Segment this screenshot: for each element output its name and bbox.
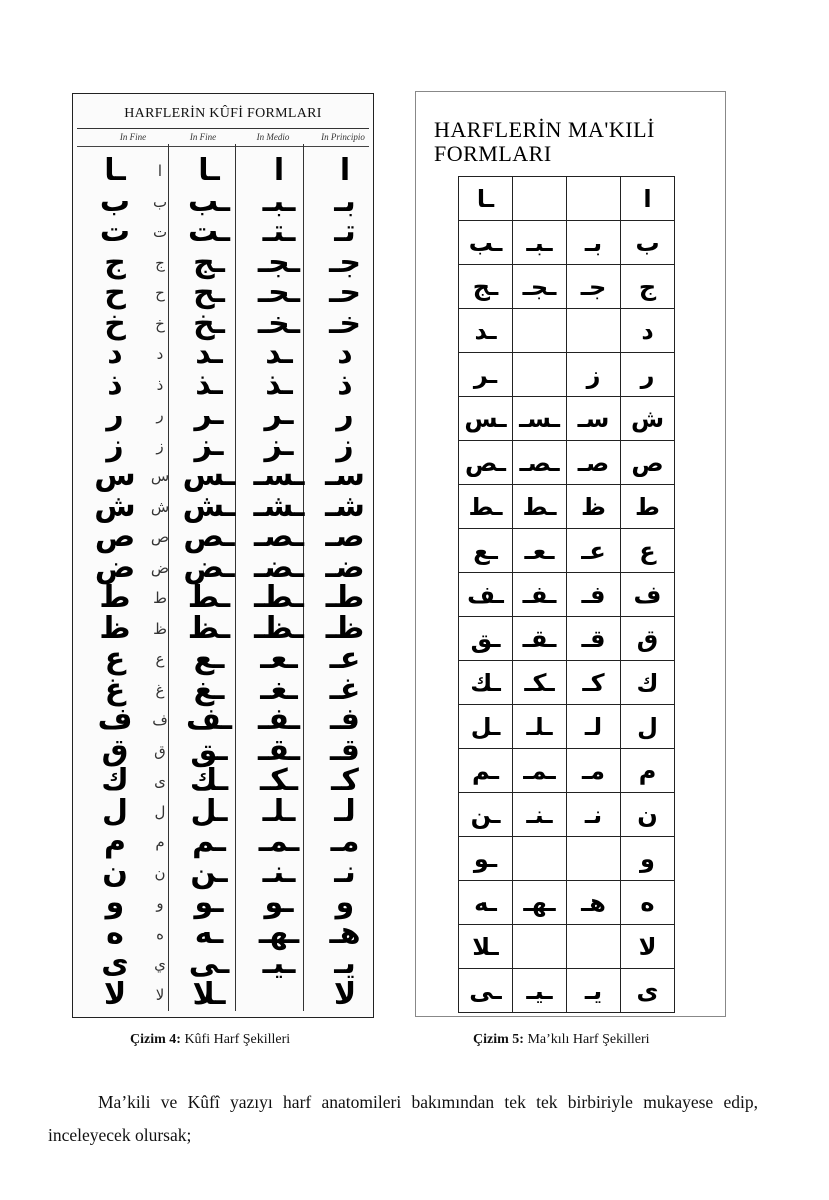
makili-grid-cell: ا [621,177,675,221]
makili-grid-cell: فـ [567,573,621,617]
makili-grid-cell: قـ [567,617,621,661]
kufi-glyph: لـ [334,793,356,829]
kufi-glyph: ـج [193,244,225,280]
kufi-glyph: ذ [107,366,123,402]
figure-5-caption [473,1032,650,1048]
makili-grid-cell: ز [567,353,621,397]
kufi-glyph: ـطـ [254,580,304,615]
makili-grid-cell: ـه [459,881,513,925]
kufi-glyph: ـح [193,275,225,310]
kufi-glyph: ـن [190,854,228,890]
kufi-reference-letter: م [155,833,165,851]
makili-grid-cell: ـلـ [513,705,567,749]
kufi-glyph: ـت [187,214,230,249]
kufi-glyph: ـفـ [257,702,301,737]
kufi-glyph: غـ [329,671,361,707]
kufi-row [79,398,369,432]
kufi-glyph: ـر [264,397,294,432]
kufi-glyph: ـلا [192,976,226,1012]
kufi-glyph: فـ [330,702,360,737]
kufi-glyph: طـ [325,580,365,615]
kufi-glyph: و [335,885,355,920]
kufi-forms-figure [72,93,374,1018]
kufi-glyph: ظ [99,610,131,646]
kufi-glyph: ا [273,153,285,188]
kufi-glyph: ـل [190,793,228,829]
kufi-glyph: شـ [325,488,365,524]
kufi-reference-letter: و [156,894,164,912]
makili-grid-cell: ـصـ [513,441,567,485]
makili-grid-cell: ش [621,397,675,441]
kufi-glyph: ـصـ [253,519,305,554]
kufi-colhead-2: In Fine [189,132,217,142]
kufi-glyph: ـيـ [262,946,296,981]
kufi-glyph: ـع [193,641,225,676]
makili-grid-cell [513,925,567,969]
kufi-glyph: ـز [264,427,294,463]
kufi-glyph: ـغـ [260,671,298,707]
makili-grid-cell: ـبـ [513,221,567,265]
kufi-glyph: قـ [330,732,360,768]
kufi-reference-letter: ص [150,528,170,546]
kufi-reference-letter: ع [155,650,165,668]
kufi-glyph: ـحـ [257,275,301,310]
makili-grid-cell: ص [621,441,675,485]
kufi-row [79,764,369,798]
makili-grid-cell [567,309,621,353]
kufi-glyph: غ [104,671,126,707]
makili-grid-cell: ق [621,617,675,661]
kufi-reference-letter: ل [154,802,166,821]
kufi-reference-letter: ش [150,497,170,516]
kufi-reference-letter: ف [152,711,168,729]
makili-title-line1: HARFLERİN MA'KILİ [434,117,655,142]
kufi-glyph: ـق [190,732,228,768]
kufi-glyph: ـنـ [262,854,296,890]
makili-forms-figure [415,91,726,1017]
makili-grid-cell: ل [621,705,675,749]
makili-grid-cell [567,837,621,881]
kufi-glyph: ـص [183,519,235,554]
kufi-glyph: ـذ [195,366,223,402]
kufi-reference-letter: ح [155,284,165,302]
kufi-glyph: ـم [192,824,226,859]
makili-grid-cell: ـا [459,177,513,221]
kufi-reference-letter: ق [154,741,166,760]
kufi-glyph: ـشـ [253,488,305,524]
makili-grid-cell: ـف [459,573,513,617]
kufi-glyph: بـ [334,183,356,219]
makili-grid-cell: سـ [567,397,621,441]
kufi-glyph: ف [97,702,133,737]
kufi-reference-letter: ت [152,223,168,241]
makili-grid-cell [513,177,567,221]
kufi-figure-title: HARFLERİN KÛFİ FORMLARI [124,106,322,121]
kufi-glyph: ت [99,214,131,249]
kufi-glyph: ن [102,854,128,890]
kufi-glyph: ز [336,427,354,463]
kufi-glyph: ل [101,793,129,829]
makili-grid-cell: كـ [567,661,621,705]
figure-4-caption [130,1032,290,1048]
kufi-glyph: ش [94,488,136,524]
kufi-glyph: ص [94,519,136,554]
kufi-row [79,825,369,859]
kufi-header-rule [77,146,369,147]
makili-grid-cell: م [621,749,675,793]
kufi-reference-letter: ز [156,436,164,455]
kufi-reference-letter: ر [156,406,164,424]
makili-grid-cell: ـنـ [513,793,567,837]
kufi-glyph: لا [333,976,357,1012]
kufi-title-rule [77,128,369,129]
makili-grid-cell: ـفـ [513,573,567,617]
kufi-glyph: ـعـ [260,641,298,676]
makili-grid-cell: ـلا [459,925,513,969]
kufi-glyph: ا [339,153,351,188]
makili-grid-cell: ـط [459,485,513,529]
makili-grid-cell: ـص [459,441,513,485]
makili-grid-cell: ـى [459,969,513,1013]
kufi-colhead-1: In Fine [119,132,147,142]
kufi-reference-letter: ا [157,162,163,180]
kufi-glyph: ضـ [325,549,365,585]
makili-grid-cell: ه [621,881,675,925]
kufi-glyph: ـذ [265,366,293,402]
makili-grid-cell: د [621,309,675,353]
kufi-glyph: ـب [187,183,230,219]
kufi-glyph: ـمـ [258,824,300,859]
kufi-glyph: ـر [194,397,224,432]
kufi-reference-letter: ى [154,772,166,790]
kufi-glyph: ظـ [325,610,365,646]
makili-grid-cell: ـيـ [513,969,567,1013]
kufi-glyph: تـ [334,214,356,249]
kufi-reference-letter: ي [154,955,166,973]
kufi-glyph: ـى [188,946,230,981]
makili-grid-cell: جـ [567,265,621,309]
kufi-row [79,581,369,615]
kufi-glyph: ه [106,915,124,951]
kufi-glyph: ب [99,183,131,219]
makili-grid-cell: ر [621,353,675,397]
makili-grid-cell [567,177,621,221]
body-paragraph: Ma’kili ve Kûfî yazıyı harf anatomileri bakımından tek tek birbiriyle mukayese edip, inceleyecek olursak; [48,1092,758,1145]
makili-grid-cell: لـ [567,705,621,749]
makili-grid-cell: ظ [567,485,621,529]
makili-grid-cell: ـمـ [513,749,567,793]
kufi-row [79,978,369,1012]
kufi-reference-letter: ط [153,589,167,607]
makili-grid-cell: ط [621,485,675,529]
makili-grid-cell: ـط [513,485,567,529]
makili-grid-cell: ى [621,969,675,1013]
kufi-glyph: ـهـ [258,915,300,951]
kufi-glyph: ذ [337,366,353,402]
makili-grid-cell: عـ [567,529,621,573]
makili-grid-cell: ـد [459,309,513,353]
figure-4-text: Kûfi Harf Şekilleri [184,1032,291,1047]
kufi-glyph: ـتـ [262,214,296,249]
kufi-glyph: ـه [194,915,224,951]
figure-5-text: Ma’kılı Harf Şekilleri [527,1032,650,1047]
makili-grid-cell: ـل [459,705,513,749]
kufi-glyph: ـو [264,885,294,920]
kufi-glyph: ـخـ [257,305,301,341]
kufi-reference-letter: ه [156,924,164,943]
kufi-reference-letter: ن [154,863,166,882]
makili-grid-cell: ج [621,265,675,309]
kufi-glyph: ـو [194,885,224,920]
kufi-glyph: ع [104,641,126,676]
kufi-glyph: ـا [104,153,126,188]
kufi-glyph: ط [99,580,131,615]
kufi-row [79,154,369,188]
kufi-glyph: ـبـ [262,183,296,219]
kufi-glyph: ـكـ [260,763,298,798]
makili-grid-cell: ـجـ [513,265,567,309]
kufi-reference-letter: لا [155,985,165,1004]
kufi-glyph: ـظـ [254,610,304,646]
kufi-row [79,520,369,554]
kufi-glyph: سـ [325,458,365,493]
kufi-glyph: و [105,885,125,920]
kufi-glyph: ج [104,244,126,280]
makili-grid-cell: ـو [459,837,513,881]
kufi-reference-letter: ب [152,192,168,211]
kufi-glyph: ز [106,427,124,463]
kufi-glyph: خـ [329,305,361,341]
kufi-colhead-4: In Principio [321,132,365,142]
kufi-glyph: ـض [183,549,235,585]
kufi-glyph: عـ [329,641,361,676]
kufi-glyph: لا [103,976,127,1012]
makili-title-line2: FORMLARI [434,141,552,166]
kufi-glyph: ـسـ [253,458,305,493]
makili-grid-cell: مـ [567,749,621,793]
makili-grid-cell: هـ [567,881,621,925]
makili-grid-cell: و [621,837,675,881]
makili-grid-cell [513,837,567,881]
kufi-glyph: ـخ [193,305,225,341]
makili-grid-cell: ـك [459,661,513,705]
kufi-reference-letter: ذ [156,375,164,394]
makili-grid-cell: ـسـ [513,397,567,441]
kufi-glyph: ـلـ [262,793,296,829]
makili-grid-cell: لا [621,925,675,969]
kufi-glyph: ـط [187,580,231,615]
makili-grid-cell: ـق [459,617,513,661]
kufi-glyph: د [107,336,123,371]
kufi-row [79,337,369,371]
makili-grid-cell: ـس [459,397,513,441]
kufi-glyph: ـد [195,336,223,371]
kufi-row [79,886,369,920]
kufi-glyph: ر [336,397,354,432]
makili-grid-cell [513,309,567,353]
kufi-glyph: د [337,336,353,371]
makili-grid-cell: ب [621,221,675,265]
kufi-glyph: صـ [325,519,365,554]
kufi-reference-letter: ض [150,558,170,577]
kufi-column-headers [103,132,369,146]
kufi-glyph: ض [94,549,136,585]
kufi-row [79,642,369,676]
kufi-glyph: س [94,458,136,493]
kufi-row [79,215,369,249]
makili-grid-cell: ـقـ [513,617,567,661]
kufi-glyph: ـظ [187,610,231,646]
makili-grid-cell: ـن [459,793,513,837]
figure-5-label: Çizim 5: [473,1032,524,1047]
makili-grid-cell: ـهـ [513,881,567,925]
kufi-reference-letter: س [150,467,170,485]
kufi-reference-letter: ج [155,253,165,272]
kufi-glyph: ـغ [193,671,225,707]
makili-grid-cell: نـ [567,793,621,837]
makili-grid-cell: ـب [459,221,513,265]
makili-figure-title [434,118,714,166]
makili-grid-cell [567,925,621,969]
kufi-glyph: ـقـ [257,732,301,768]
kufi-row [79,459,369,493]
makili-grid-cell: بـ [567,221,621,265]
kufi-glyph: ـد [265,336,293,371]
kufi-glyph: ـجـ [257,244,301,280]
makili-grid-cell: ف [621,573,675,617]
kufi-glyph: ح [104,275,126,310]
makili-grid-cell: ـعـ [513,529,567,573]
kufi-glyph: ى [101,946,129,981]
kufi-reference-letter: غ [155,680,165,699]
kufi-glyph: ـك [189,763,229,798]
makili-grid-cell: ـع [459,529,513,573]
kufi-glyph: هـ [329,915,361,951]
kufi-glyph: م [104,824,126,859]
kufi-colhead-3: In Medio [256,132,290,142]
kufi-glyph: ـا [198,153,220,188]
makili-grid-cell: ـج [459,265,513,309]
makili-grid-cell [513,353,567,397]
kufi-glyph: جـ [329,244,361,280]
makili-grid-cell: ـر [459,353,513,397]
makili-grid-cell: يـ [567,969,621,1013]
kufi-glyph: خ [104,305,126,341]
kufi-reference-letter: خ [155,314,165,333]
makili-grid-cell: ع [621,529,675,573]
makili-letter-grid [458,176,675,1013]
kufi-row [79,947,369,981]
kufi-glyph: ـش [182,488,236,524]
kufi-glyph: حـ [329,275,361,310]
kufi-glyph: ق [101,732,129,768]
kufi-glyph: ـس [182,458,236,493]
kufi-glyph: نـ [334,854,356,890]
makili-grid-cell: ـم [459,749,513,793]
makili-grid-cell: صـ [567,441,621,485]
kufi-row [79,276,369,310]
figure-4-label: Çizim 4: [130,1032,181,1047]
kufi-reference-letter: د [156,345,164,363]
kufi-glyph: كـ [331,763,359,798]
kufi-glyph: يـ [334,946,356,981]
kufi-glyph: ـضـ [253,549,305,585]
makili-grid-cell: ك [621,661,675,705]
kufi-reference-letter: ظ [153,619,167,638]
kufi-glyph: ر [106,397,124,432]
kufi-glyph: ك [101,763,129,798]
kufi-glyph: مـ [330,824,360,859]
makili-grid-cell: ن [621,793,675,837]
kufi-glyph: ـز [194,427,224,463]
kufi-row [79,703,369,737]
kufi-glyph: ـف [186,702,232,737]
makili-grid-cell: ـكـ [513,661,567,705]
